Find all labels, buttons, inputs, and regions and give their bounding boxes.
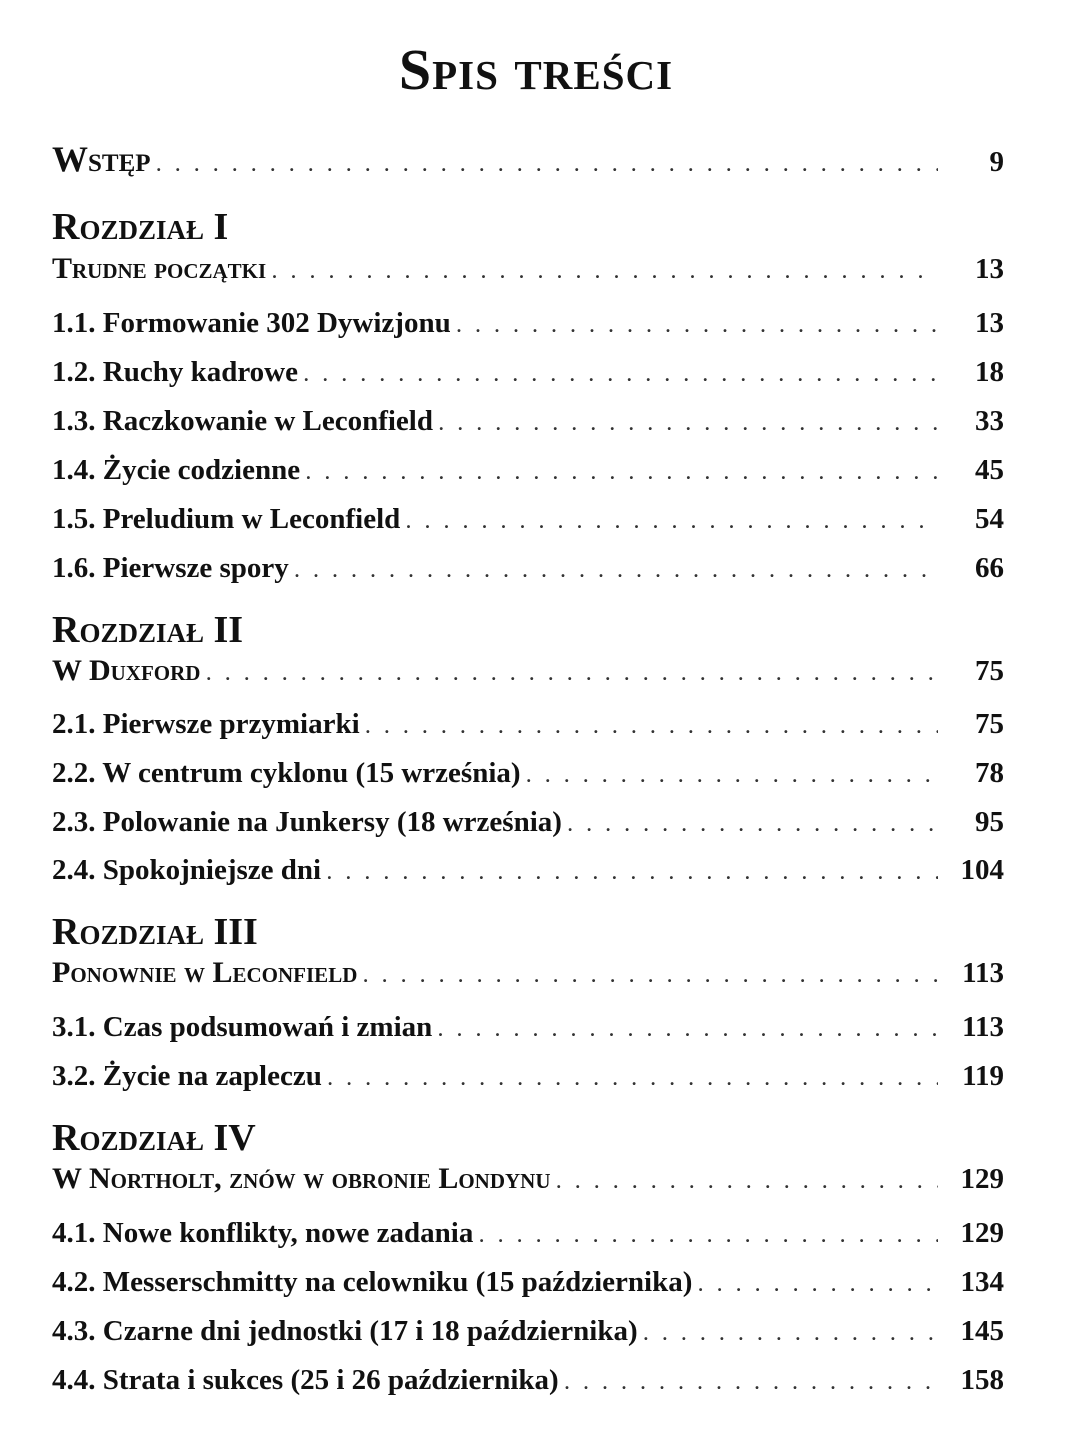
toc-entry-1-2[interactable]	[52, 356, 1004, 389]
dot-leader	[366, 717, 938, 738]
toc-entry-4-2[interactable]	[52, 1266, 1004, 1299]
toc-entry-label: 2.2. W centrum cyklonu (15 września)	[52, 757, 521, 789]
toc-entry-4-1[interactable]	[52, 1217, 1004, 1250]
dot-leader	[565, 1373, 938, 1394]
dot-leader	[406, 512, 938, 533]
dot-leader	[206, 664, 938, 685]
toc-entry-label: 2.3. Polowanie na Junkersy (18 września)	[52, 806, 562, 838]
toc-entry-label: 1.6. Pierwsze spory	[52, 552, 289, 584]
toc-entry-1-1[interactable]	[52, 307, 1004, 340]
toc-entry-label: 4.2. Messerschmitty na celowniku (15 października)	[52, 1266, 693, 1298]
toc-entry-label: 4.4. Strata i sukces (25 i 26 października)	[52, 1364, 559, 1396]
toc-entry-3-2[interactable]	[52, 1060, 1004, 1093]
dot-leader	[157, 155, 938, 176]
toc-entry-chapter-2-title[interactable]	[52, 654, 1004, 688]
dot-leader	[457, 316, 938, 337]
toc-entry-chapter-1-title[interactable]	[52, 252, 1004, 286]
dot-leader	[479, 1226, 938, 1247]
toc-entry-2-3[interactable]	[52, 806, 1004, 839]
toc-entry-label: 1.1. Formowanie 302 Dywizjonu	[52, 307, 451, 339]
dot-leader	[527, 766, 938, 787]
toc-entry-label: 4.1. Nowe konflikty, nowe zadania	[52, 1217, 474, 1249]
toc-entry-1-5[interactable]	[52, 503, 1004, 536]
dot-leader	[306, 463, 938, 484]
toc-entry-label: W Northolt, znów w obronie Londynu	[52, 1162, 551, 1195]
dot-leader	[568, 815, 938, 836]
page-title: Spis treści	[398, 37, 674, 102]
toc-entry-chapter-3-title[interactable]	[52, 956, 1004, 990]
toc-entry-label: 4.3. Czarne dni jednostki (17 i 18 października)	[52, 1315, 638, 1347]
toc-page-number: 104	[960, 854, 1004, 886]
dot-leader	[328, 1069, 938, 1090]
toc-page-number: 33	[975, 405, 1004, 437]
toc-page-number: 129	[960, 1217, 1004, 1249]
toc-entry-label: 2.1. Pierwsze przymiarki	[52, 708, 360, 740]
toc-entry-label: 1.4. Życie codzienne	[52, 454, 301, 486]
toc-page-number: 75	[975, 708, 1004, 740]
chapter-heading-3: Rozdział III	[52, 911, 258, 953]
toc-page-number: 129	[960, 1163, 1004, 1195]
toc-page-number: 9	[989, 146, 1004, 178]
toc-entry-label: 1.5. Preludium w Leconfield	[52, 503, 401, 535]
toc-entry-label: Trudne początki	[52, 252, 267, 285]
toc-page-number: 18	[975, 356, 1004, 388]
dot-leader	[327, 863, 938, 884]
toc-entry-2-1[interactable]	[52, 708, 1004, 741]
toc-entry-label: 3.2. Życie na zapleczu	[52, 1060, 322, 1092]
toc-page-number: 13	[975, 307, 1004, 339]
toc-entry-1-6[interactable]	[52, 552, 1004, 585]
dot-leader	[295, 561, 938, 582]
toc-entry-3-1[interactable]	[52, 1011, 1004, 1044]
chapter-heading-4: Rozdział IV	[52, 1117, 256, 1159]
toc-entry-4-3[interactable]	[52, 1315, 1004, 1348]
toc-page-number: 134	[960, 1266, 1004, 1298]
toc-page-number: 145	[960, 1315, 1004, 1347]
toc-page-number: 54	[975, 503, 1004, 535]
dot-leader	[304, 365, 938, 386]
toc-page-number: 66	[975, 552, 1004, 584]
dot-leader	[272, 262, 938, 283]
chapter-heading-1: Rozdział I	[52, 206, 229, 248]
toc-entry-chapter-4-title[interactable]	[52, 1162, 1004, 1196]
toc-page-number: 119	[962, 1060, 1004, 1092]
toc-entry-4-4[interactable]	[52, 1364, 1004, 1397]
toc-page-number: 95	[975, 806, 1004, 838]
toc-entry-2-4[interactable]	[52, 854, 1004, 887]
toc-entry-label: 1.2. Ruchy kadrowe	[52, 356, 298, 388]
toc-page-number: 75	[975, 655, 1004, 687]
toc-entry-1-3[interactable]	[52, 405, 1004, 438]
toc-entry-label: 1.3. Raczkowanie w Leconfield	[52, 405, 433, 437]
dot-leader	[557, 1172, 938, 1193]
toc-entry-intro[interactable]	[52, 138, 1004, 180]
dot-leader	[698, 1275, 938, 1296]
toc-page-number: 113	[962, 1011, 1004, 1043]
dot-leader	[644, 1324, 938, 1345]
toc-page-number: 158	[960, 1364, 1004, 1396]
chapter-heading-2: Rozdział II	[52, 609, 244, 651]
toc-page-number: 78	[975, 757, 1004, 789]
toc-entry-label: 2.4. Spokojniejsze dni	[52, 854, 322, 886]
toc-entry-label: 3.1. Czas podsumowań i zmian	[52, 1011, 433, 1043]
toc-entry-label: Ponownie w Leconfield	[52, 956, 358, 989]
toc-page-number: 113	[962, 957, 1004, 989]
toc-entry-2-2[interactable]	[52, 757, 1004, 790]
toc-entry-1-4[interactable]	[52, 454, 1004, 487]
toc-entry-label: Wstęp	[52, 139, 151, 179]
dot-leader	[363, 966, 938, 987]
dot-leader	[439, 414, 938, 435]
dot-leader	[438, 1020, 938, 1041]
toc-page-number: 45	[975, 454, 1004, 486]
toc-page-number: 13	[975, 253, 1004, 285]
toc-entry-label: W Duxford	[52, 654, 201, 687]
